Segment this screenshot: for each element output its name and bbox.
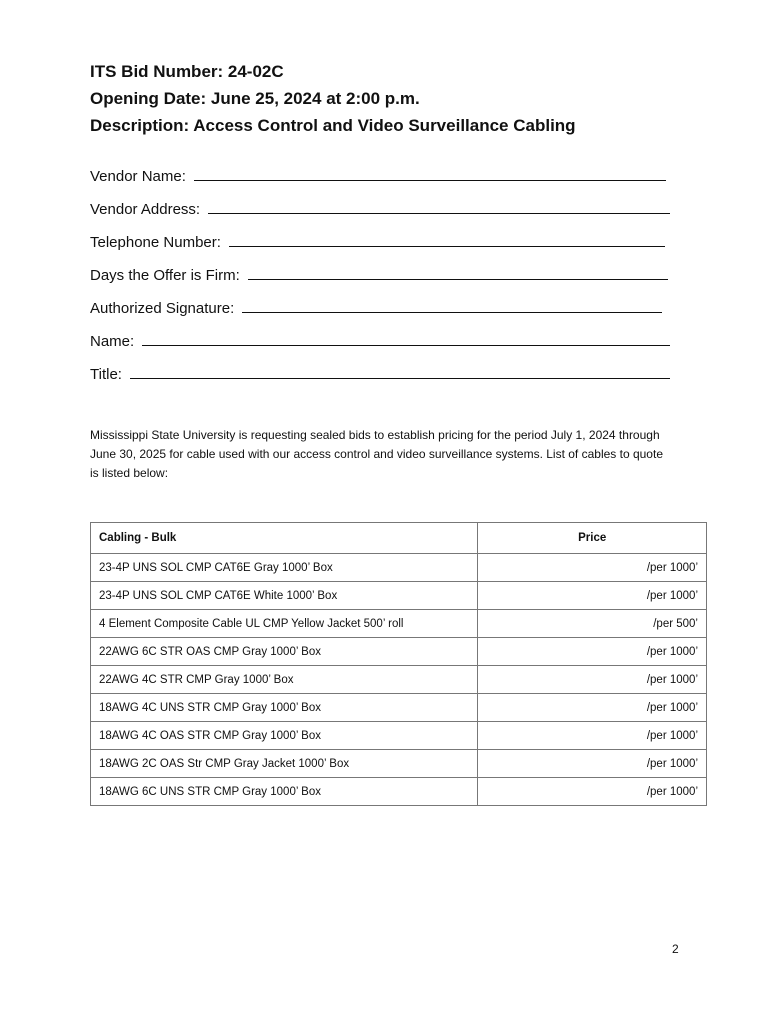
price-cell[interactable]: /per 1000’ (478, 554, 707, 582)
vendor-address-field[interactable] (208, 201, 670, 214)
table-row (91, 610, 707, 638)
price-cell[interactable]: /per 1000’ (478, 722, 707, 750)
name-label: Name: (90, 333, 135, 350)
vendor-name-row (90, 160, 690, 193)
vendor-form (90, 160, 690, 391)
table-row (91, 638, 707, 666)
price-cell[interactable]: /per 500’ (478, 610, 707, 638)
table-row (91, 666, 707, 694)
name-field[interactable] (142, 333, 670, 346)
cable-description: 4 Element Composite Cable UL CMP Yellow Jacket 500’ roll (91, 610, 478, 638)
title-field[interactable] (130, 366, 670, 379)
vendor-address-row (90, 193, 690, 226)
bid-number: ITS Bid Number: 24-02C (90, 62, 284, 81)
cable-description: 22AWG 6C STR OAS CMP Gray 1000’ Box (91, 638, 478, 666)
vendor-name-label: Vendor Name: (90, 168, 186, 185)
table-row (91, 750, 707, 778)
cable-description: 23-4P UNS SOL CMP CAT6E Gray 1000’ Box (91, 554, 478, 582)
authorized-signature-row (90, 292, 690, 325)
table-row (91, 554, 707, 582)
page-number: 2 (672, 942, 679, 956)
name-row (90, 325, 690, 358)
cable-description: 22AWG 4C STR CMP Gray 1000’ Box (91, 666, 478, 694)
telephone-number-row (90, 226, 690, 259)
cable-description: 18AWG 4C OAS STR CMP Gray 1000’ Box (91, 722, 478, 750)
table-row (91, 694, 707, 722)
bid-description: Description: Access Control and Video Surveillance Cabling (90, 116, 576, 135)
cable-description: 23-4P UNS SOL CMP CAT6E White 1000’ Box (91, 582, 478, 610)
price-header: Price (478, 523, 707, 554)
price-cell[interactable]: /per 1000’ (478, 582, 707, 610)
days-firm-field[interactable] (248, 267, 668, 280)
price-cell[interactable]: /per 1000’ (478, 778, 707, 806)
days-firm-label: Days the Offer is Firm: (90, 267, 240, 284)
table-row (91, 582, 707, 610)
cable-description: 18AWG 4C UNS STR CMP Gray 1000’ Box (91, 694, 478, 722)
price-cell[interactable]: /per 1000’ (478, 750, 707, 778)
cabling-price-table (90, 522, 707, 806)
table-row (91, 722, 707, 750)
cable-description: 18AWG 2C OAS Str CMP Gray Jacket 1000’ Box (91, 750, 478, 778)
price-cell[interactable]: /per 1000’ (478, 694, 707, 722)
intro-paragraph: Mississippi State University is requesting sealed bids to establish pricing for the period July 1, 2024 through June 30, 2025 for cable used with our access control and video surveillance systems. List of cables to quote is listed below: (90, 428, 663, 480)
price-cell[interactable]: /per 1000’ (478, 638, 707, 666)
table-row (91, 778, 707, 806)
table-header-row (91, 523, 707, 554)
telephone-number-label: Telephone Number: (90, 234, 221, 251)
cabling-bulk-header: Cabling - Bulk (91, 523, 478, 554)
authorized-signature-label: Authorized Signature: (90, 300, 235, 317)
telephone-number-field[interactable] (229, 234, 665, 247)
opening-date: Opening Date: June 25, 2024 at 2:00 p.m. (90, 89, 420, 108)
authorized-signature-field[interactable] (242, 300, 662, 313)
vendor-name-field[interactable] (194, 168, 666, 181)
price-cell[interactable]: /per 1000’ (478, 666, 707, 694)
cable-description: 18AWG 6C UNS STR CMP Gray 1000’ Box (91, 778, 478, 806)
title-row (90, 358, 690, 391)
vendor-address-label: Vendor Address: (90, 201, 201, 218)
days-firm-row (90, 259, 690, 292)
document-header (90, 58, 710, 139)
title-label: Title: (90, 366, 122, 383)
